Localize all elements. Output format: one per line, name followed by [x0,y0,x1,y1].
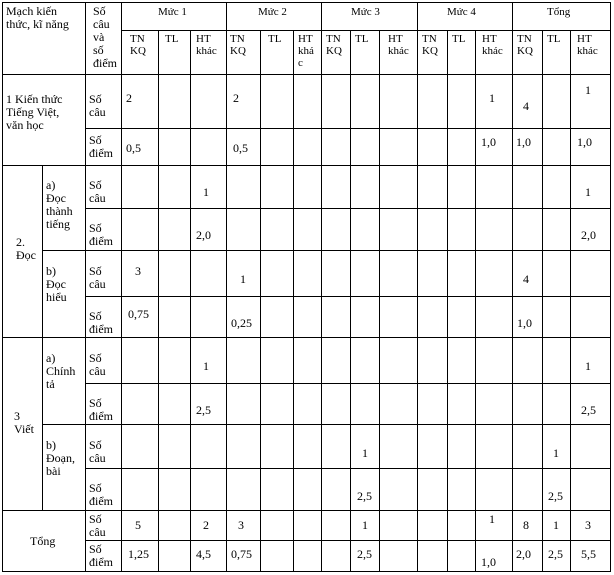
row-viet-a-cau-label: Số câu [89,351,106,378]
row-kienthuc-label: 1 Kiến thức Tiếng Việt, văn học [6,92,63,132]
cell-tong-diem-m2-tnkq: 0,75 [231,547,252,561]
cell-tong-cau-m1-ht: 2 [203,518,209,532]
cell-tong-cau-m3-tl: 1 [362,518,368,532]
cell-kienthuc-diem-m4-ht: 1,0 [481,135,496,149]
cell-tong-cau-t-tnkq: 8 [523,518,529,532]
row-kienthuc-diem-label: Số điểm [89,133,113,160]
cell-kienthuc-cau-t-tnkq: 4 [523,99,529,113]
header-m2-tnkq: TN KQ [230,33,246,57]
row-viet-label: 3 Viết [14,409,34,436]
cell-tong-cau-t-tl: 1 [553,518,559,532]
cell-tong-cau-m4-ht: 1 [489,512,495,526]
cell-doc-b-cau-t-tnkq: 4 [523,272,529,286]
header-m1-ht: HT khác [196,33,217,57]
header-muc4: Mức 4 [447,6,476,18]
cell-kienthuc-diem-t-ht: 1,0 [577,135,592,149]
cell-doc-b-diem-m2-tnkq: 0,25 [231,316,252,330]
cell-viet-a-diem-t-ht: 2,5 [581,403,596,417]
cell-doc-a-diem-t-ht: 2,0 [581,228,596,242]
cell-doc-a-diem-m1-ht: 2,0 [196,228,211,242]
cell-tong-diem-m1-ht: 4,5 [196,547,211,561]
row-viet-b-cau-label: Số câu [89,438,106,465]
header-m3-ht: HT khác [388,33,409,57]
cell-tong-diem-m1-tnkq: 1,25 [128,547,149,561]
cell-kienthuc-diem-t-tnkq: 1,0 [516,135,531,149]
cell-viet-b-diem-m3-tl: 2,5 [357,489,372,503]
row-doc-b-label: b) Đọc hiểu [46,264,67,304]
header-muc2: Mức 2 [258,6,287,18]
row-doc-b-cau-label: Số câu [89,264,106,291]
cell-tong-diem-m3-tl: 2,5 [357,547,372,561]
cell-kienthuc-cau-m4-ht: 1 [489,91,495,105]
header-tong: Tổng [547,6,571,18]
cell-viet-b-cau-m3-tl: 1 [362,446,368,460]
cell-doc-b-cau-m2-tnkq: 1 [240,272,246,286]
cell-viet-b-cau-t-tl: 1 [553,446,559,460]
header-muc3: Mức 3 [351,6,380,18]
cell-doc-a-cau-t-ht: 1 [585,185,591,199]
cell-tong-diem-t-tl: 2,5 [548,547,563,561]
cell-kienthuc-cau-t-ht: 1 [585,83,591,97]
header-m1-tl: TL [165,33,179,45]
header-socau: Số câu và số điểm [93,4,117,70]
cell-tong-diem-m4-ht: 1,0 [481,555,496,569]
cell-doc-b-diem-t-tnkq: 1,0 [517,316,532,330]
cell-tong-cau-t-ht: 3 [585,518,591,532]
row-tong-diem-label: Số điểm [89,542,113,569]
cell-kienthuc-diem-m2-tnkq: 0,5 [233,141,248,155]
header-t-tl: TL [547,33,561,45]
cell-kienthuc-cau-m1-tnkq: 2 [126,91,132,105]
cell-doc-b-diem-m1-tnkq: 0,75 [128,307,149,321]
row-tong-label: Tổng [30,534,56,548]
cell-kienthuc-diem-m1-tnkq: 0,5 [126,141,141,155]
row-doc-label: 2. Đọc [16,235,36,262]
cell-viet-b-diem-t-tl: 2,5 [548,489,563,503]
header-m4-tnkq: TN KQ [422,33,438,57]
header-muc1: Mức 1 [158,6,187,18]
row-viet-a-diem-label: Số điểm [89,396,113,423]
row-doc-b-diem-label: Số điểm [89,309,113,336]
cell-tong-diem-t-ht: 5,5 [581,547,596,561]
cell-viet-a-cau-t-ht: 1 [585,359,591,373]
header-t-tnkq: TN KQ [517,33,533,57]
cell-tong-cau-m1-tnkq: 5 [135,518,141,532]
header-m4-tl: TL [452,33,466,45]
row-viet-a-label: a) Chính tả [46,351,76,391]
header-m1-tnkq: TN KQ [130,33,146,57]
cell-kienthuc-cau-m2-tnkq: 2 [233,91,239,105]
header-m2-ht: HT khá c [298,33,314,69]
header-mach: Mạch kiến thức, kĩ năng [6,4,69,31]
row-tong-cau-label: Số câu [89,512,106,539]
row-viet-b-label: b) Đoạn, bài [46,438,75,478]
cell-viet-a-diem-m1-ht: 2,5 [196,403,211,417]
header-m3-tl: TL [355,33,369,45]
row-doc-a-diem-label: Số điểm [89,221,113,248]
row-viet-b-diem-label: Số điểm [89,481,113,508]
row-doc-a-label: a) Đọc thành tiếng [46,178,73,231]
cell-doc-a-cau-m1-ht: 1 [203,185,209,199]
header-m3-tnkq: TN KQ [326,33,342,57]
cell-doc-b-cau-m1-tnkq: 3 [135,264,141,278]
header-m4-ht: HT khác [482,33,503,57]
cell-viet-a-cau-m1-ht: 1 [203,359,209,373]
cell-tong-cau-m2-tnkq: 3 [238,518,244,532]
header-t-ht: HT khác [577,33,598,57]
cell-tong-diem-t-tnkq: 2,0 [516,547,531,561]
row-doc-a-cau-label: Số câu [89,178,106,205]
header-m2-tl: TL [268,33,282,45]
row-kienthuc-cau-label: Số câu [89,92,106,119]
